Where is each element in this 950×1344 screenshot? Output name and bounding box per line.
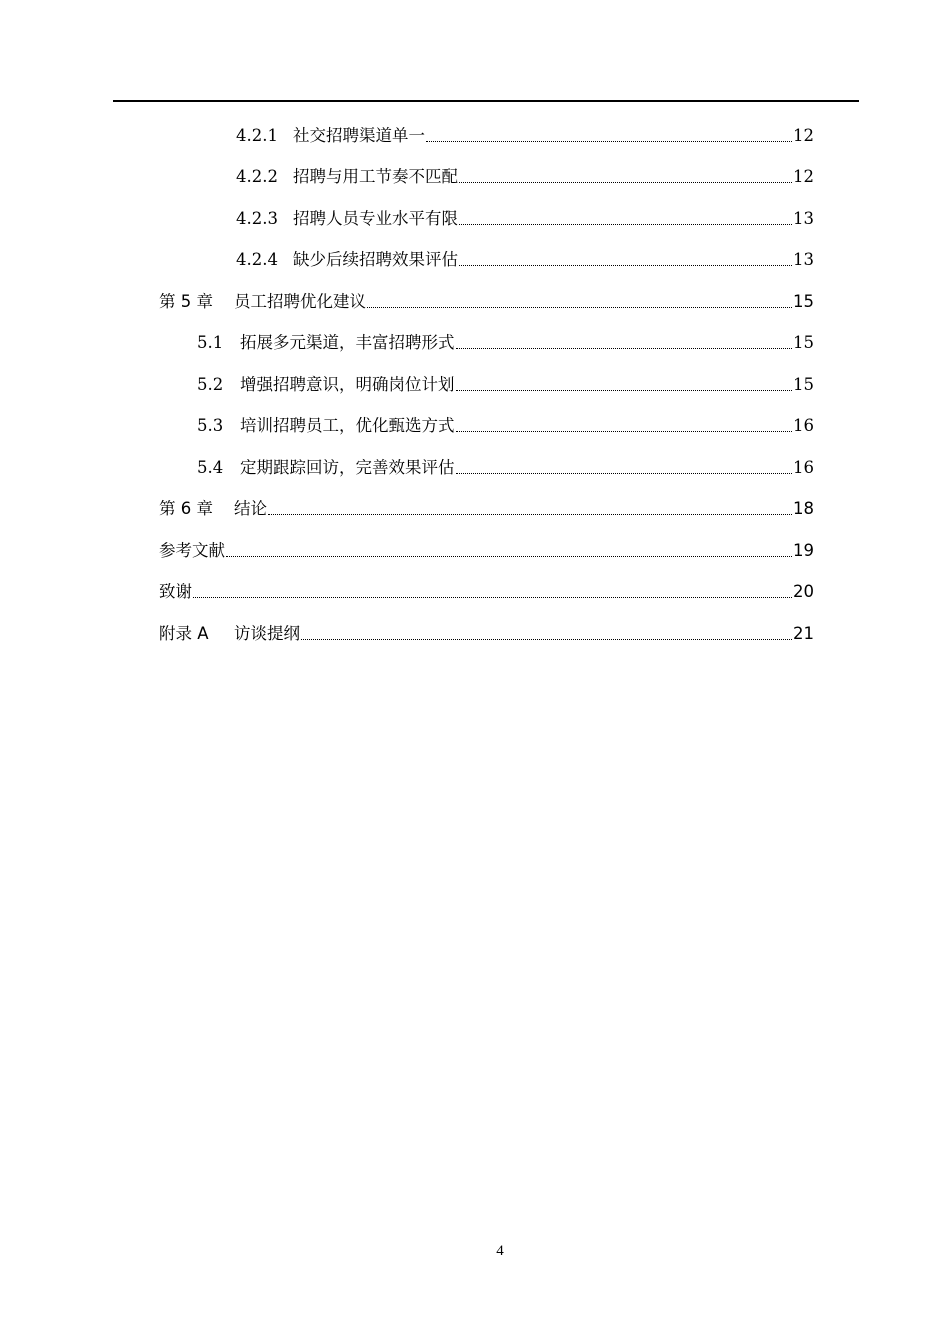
toc-dot-leader bbox=[301, 639, 792, 640]
toc-entry-title: 访谈提纲 bbox=[234, 624, 300, 643]
toc-entry[interactable] bbox=[197, 407, 814, 437]
toc-entry-title: 培训招聘员工，优化甄选方式 bbox=[240, 416, 455, 435]
toc-entry-appendix[interactable] bbox=[159, 615, 814, 645]
toc-entry-page: 15 bbox=[793, 375, 814, 394]
toc-entry-title: 拓展多元渠道，丰富招聘形式 bbox=[240, 333, 455, 352]
toc-dot-leader bbox=[193, 597, 792, 598]
toc-entry-number: 4.2.3 bbox=[236, 209, 278, 228]
toc-entry-title: 社交招聘渠道单一 bbox=[293, 126, 425, 145]
toc-entry-number: 5.1 bbox=[197, 333, 224, 352]
toc-entry-chapter[interactable] bbox=[159, 283, 814, 313]
toc-entry[interactable] bbox=[236, 158, 814, 188]
page-number: 4 bbox=[496, 1243, 504, 1259]
toc-entry-number: 5.2 bbox=[197, 375, 224, 394]
toc-entry-page: 12 bbox=[793, 126, 814, 145]
toc-entry[interactable] bbox=[236, 241, 814, 271]
toc-entry-number: 附录 A bbox=[159, 624, 209, 643]
toc-entry-title: 致谢 bbox=[159, 582, 192, 601]
toc-entry-page: 16 bbox=[793, 458, 814, 477]
toc-entry-number: 4.2.4 bbox=[236, 250, 278, 269]
toc-dot-leader bbox=[456, 390, 793, 391]
toc-entry-title: 增强招聘意识，明确岗位计划 bbox=[240, 375, 455, 394]
toc-entry-title: 招聘与用工节奏不匹配 bbox=[293, 167, 458, 186]
toc-entry-page: 13 bbox=[793, 250, 814, 269]
toc-dot-leader bbox=[459, 182, 792, 183]
toc-entry-title: 招聘人员专业水平有限 bbox=[293, 209, 458, 228]
toc-dot-leader bbox=[456, 431, 793, 432]
toc-entry-number: 4.2.1 bbox=[236, 126, 278, 145]
toc-entry-page: 20 bbox=[793, 582, 814, 601]
toc-entry[interactable] bbox=[197, 366, 814, 396]
header-rule bbox=[113, 100, 859, 102]
toc-entry-title: 员工招聘优化建议 bbox=[234, 292, 366, 311]
toc-dot-leader bbox=[459, 224, 792, 225]
toc-dot-leader bbox=[456, 473, 793, 474]
toc-entry-chapter[interactable] bbox=[159, 490, 814, 520]
toc-entry-number: 4.2.2 bbox=[236, 167, 278, 186]
toc-entry-page: 18 bbox=[793, 499, 814, 518]
toc-entry-title: 定期跟踪回访，完善效果评估 bbox=[240, 458, 455, 477]
toc-entry-page: 13 bbox=[793, 209, 814, 228]
toc-entry-page: 21 bbox=[793, 624, 814, 643]
toc-dot-leader bbox=[426, 141, 792, 142]
toc-entry[interactable] bbox=[197, 324, 814, 354]
toc-entry-number: 5.3 bbox=[197, 416, 224, 435]
toc-entry-number: 5.4 bbox=[197, 458, 224, 477]
toc-entry-title: 结论 bbox=[234, 499, 267, 518]
toc-dot-leader bbox=[367, 307, 792, 308]
toc-entry[interactable] bbox=[236, 117, 814, 147]
toc-entry-title: 缺少后续招聘效果评估 bbox=[293, 250, 458, 269]
toc-entry-references[interactable] bbox=[159, 532, 814, 562]
toc-entry-number: 第 6 章 bbox=[159, 499, 213, 518]
toc-dot-leader bbox=[456, 348, 793, 349]
toc-entry-page: 15 bbox=[793, 333, 814, 352]
toc-entry-acknowledgements[interactable] bbox=[159, 573, 814, 603]
toc-dot-leader bbox=[226, 556, 792, 557]
toc-dot-leader bbox=[459, 265, 792, 266]
toc-entry[interactable] bbox=[236, 200, 814, 230]
toc-entry-number: 第 5 章 bbox=[159, 292, 213, 311]
toc-entry-page: 12 bbox=[793, 167, 814, 186]
toc-entry-page: 15 bbox=[793, 292, 814, 311]
toc-entry-page: 19 bbox=[793, 541, 814, 560]
toc-entry-title: 参考文献 bbox=[159, 541, 225, 560]
toc-entry-page: 16 bbox=[793, 416, 814, 435]
toc-dot-leader bbox=[268, 514, 792, 515]
toc-entry[interactable] bbox=[197, 449, 814, 479]
